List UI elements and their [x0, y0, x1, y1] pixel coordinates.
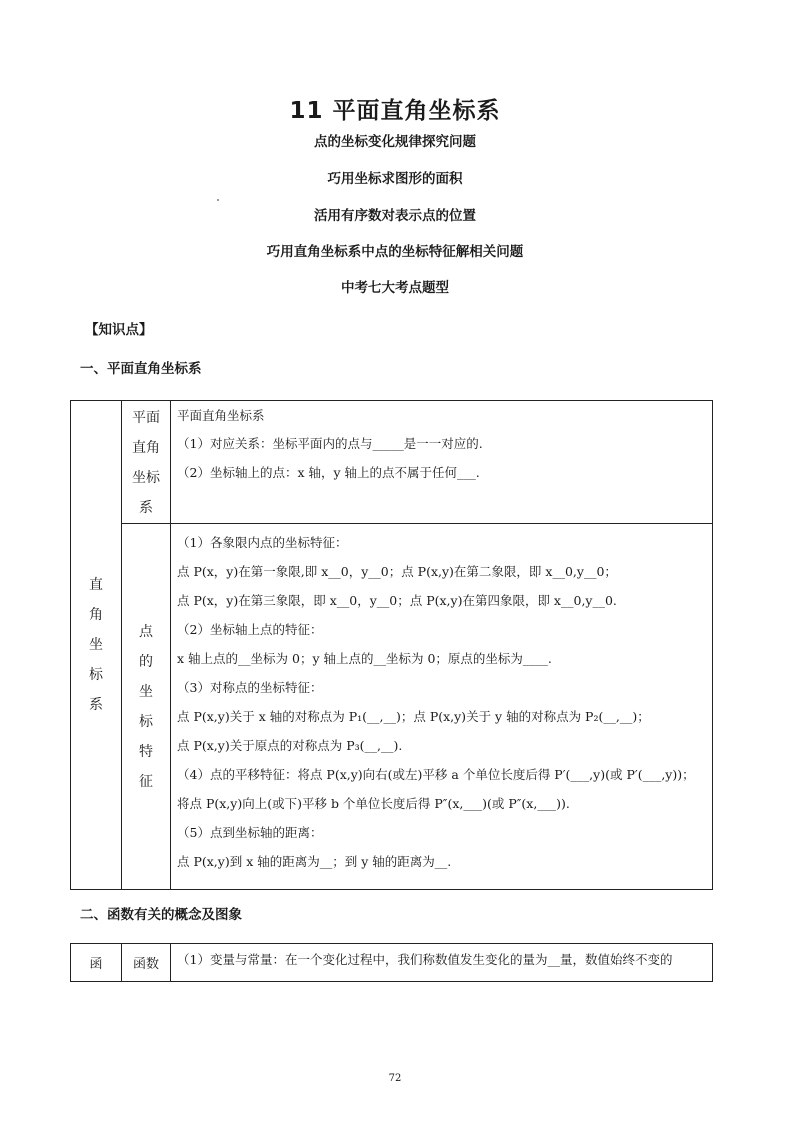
subtitle-3: 活用有序数对表示点的位置 [314, 208, 476, 224]
function-col2: 函数 [122, 944, 171, 982]
row2-label-char: 特 [139, 743, 153, 760]
row2-content-cell [171, 524, 713, 890]
subtitle-2: 巧用坐标求图形的面积 [327, 171, 463, 187]
row2-label-char: 坐 [139, 683, 153, 700]
outer-label-cell [71, 401, 122, 890]
function-col1: 函 [71, 944, 122, 982]
row2-label-char: 点 [139, 623, 153, 640]
outer-label-char: 坐 [89, 637, 103, 653]
row2-line: 点 P(x,y)关于原点的对称点为 P₃(__,__). [177, 738, 403, 753]
row2-label-char: 征 [139, 773, 153, 790]
knowledge-heading: 【知识点】 [85, 322, 153, 338]
row2-line: （2）坐标轴上点的特征： [177, 622, 323, 637]
row2-label-cell [122, 524, 171, 890]
row1-line: （1）对应关系：坐标平面内的点与_____是一一对应的. [177, 436, 483, 451]
row1-content-cell [171, 401, 713, 524]
row2-line: 点 P(x，y)在第一象限,即 x__0，y__0；点 P(x,y)在第二象限，即 x__0,y__0； [177, 564, 617, 579]
row1-label-part: 坐标 [132, 470, 160, 486]
section-1-heading: 一、平面直角坐标系 [80, 361, 202, 377]
row2-label-char: 标 [139, 713, 153, 730]
function-content-cell [171, 944, 713, 982]
row1-label-cell [122, 401, 171, 524]
row2-line: （3）对称点的坐标特征： [177, 680, 323, 695]
section-2-heading: 二、函数有关的概念及图象 [80, 907, 242, 923]
subtitle-5: 中考七大考点题型 [341, 280, 449, 296]
subtitle-4: 巧用直角坐标系中点的坐标特征解相关问题 [266, 244, 524, 260]
row2-line: （5）点到坐标轴的距离： [177, 825, 323, 840]
row2-line: 点 P(x，y)在第三象限，即 x__0，y__0；点 P(x,y)在第四象限，即 x__0,y__0. [177, 593, 617, 608]
function-table [70, 943, 713, 982]
outer-label-char: 系 [89, 697, 103, 713]
page-number: 72 [388, 1073, 402, 1084]
row2-line: x 轴上点的__坐标为 0；y 轴上点的__坐标为 0；原点的坐标为____. [177, 651, 552, 666]
function-line: （1）变量与常量：在一个变化过程中，我们称数值发生变化的量为__量，数值始终不变的 [177, 952, 673, 967]
row2-line: 点 P(x,y)关于 x 轴的对称点为 P₁(__,__)；点 P(x,y)关于 y 轴的对称点为 P₂(__,__)； [177, 709, 650, 724]
coordinate-system-table [70, 400, 713, 890]
row1-line: 平面直角坐标系 [177, 408, 265, 423]
scan-speck [217, 199, 219, 201]
row1-label-part: 直角 [132, 440, 160, 456]
row1-label-part: 系 [139, 500, 153, 516]
row2-line: （1）各象限内点的坐标特征： [177, 535, 348, 550]
outer-label-char: 直 [89, 577, 103, 593]
row1-line: （2）坐标轴上的点：x 轴，y 轴上的点不属于任何___. [177, 465, 480, 480]
row2-line: 点 P(x,y)到 x 轴的距离为__；到 y 轴的距离为__. [177, 854, 452, 869]
subtitle-1: 点的坐标变化规律探究问题 [314, 134, 476, 150]
row2-line: （4）点的平移特征：将点 P(x,y)向右(或左)平移 a 个单位长度后得 P′(___,y)(或 P′(___,y))； [177, 767, 695, 782]
outer-label-char: 标 [89, 667, 103, 683]
page-title: 11 平面直角坐标系 [289, 98, 501, 124]
row2-label-char: 的 [139, 653, 153, 670]
outer-label-char: 角 [89, 607, 103, 623]
row1-label-part: 平面 [132, 410, 160, 426]
row2-line: 将点 P(x,y)向上(或下)平移 b 个单位长度后得 P″(x,___)(或 P″(x,___)). [177, 796, 570, 811]
